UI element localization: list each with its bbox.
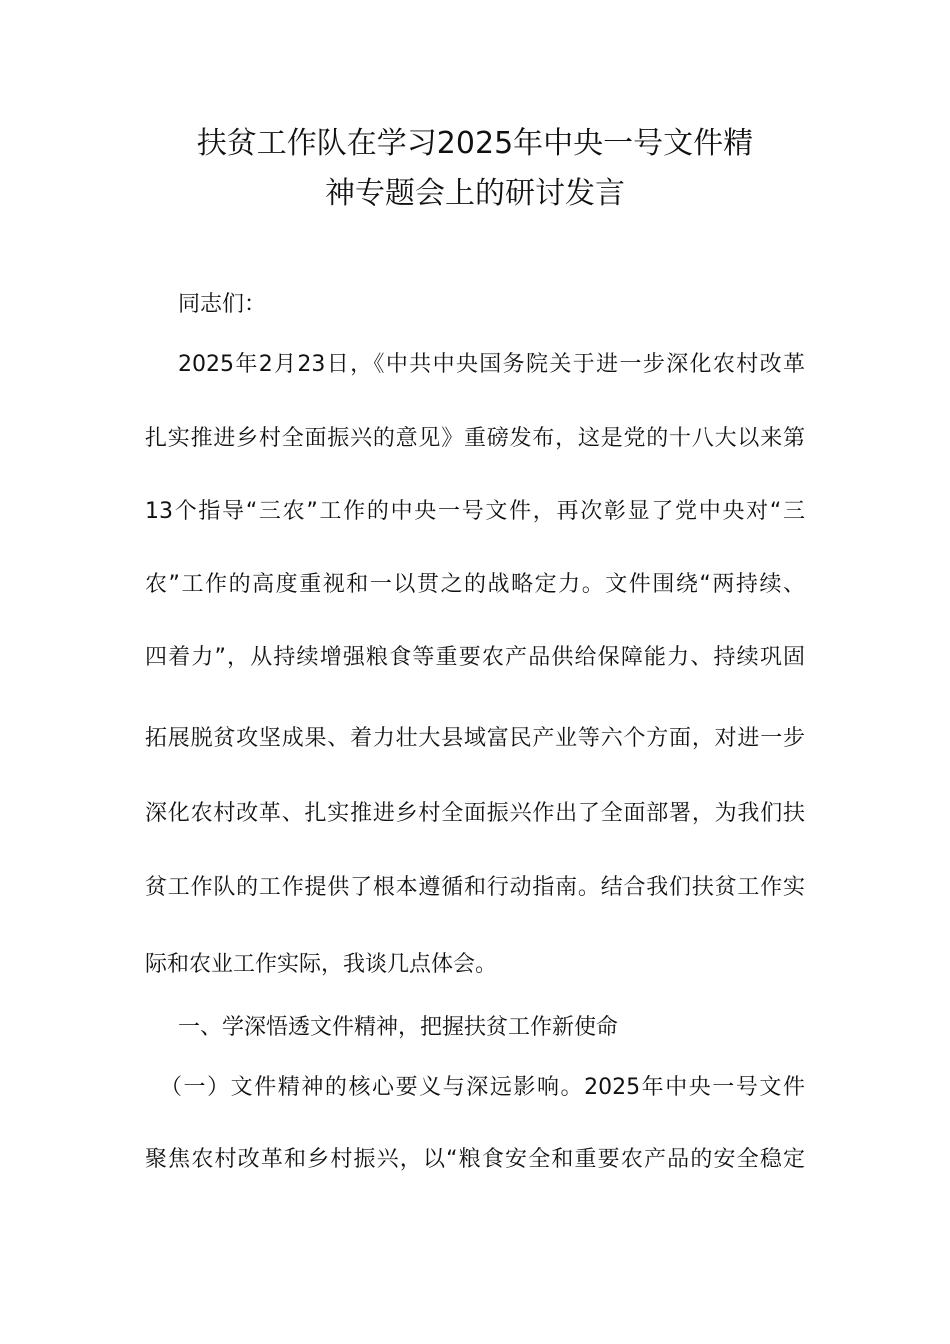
text-line: 扎实推进乡村全面振兴的意见》重磅发布，这是党的十八大以来第 <box>145 426 805 451</box>
salutation: 同志们： <box>178 292 267 317</box>
text-line: 拓展脱贫攻坚成果、着力壮大县域富民产业等六个方面，对进一步 <box>145 726 805 751</box>
title-line-1: 扶贫工作队在学习2025年中央一号文件精 <box>196 126 754 161</box>
section-heading-1: 一、学深悟透文件精神，把握扶贫工作新使命 <box>178 1015 619 1040</box>
title-line-2: 神专题会上的研讨发言 <box>325 176 625 211</box>
text-line: 深化农村改革、扎实推进乡村全面振兴作出了全面部署，为我们扶 <box>145 801 805 826</box>
text-line: 13个指导“三农”工作的中央一号文件，再次彰显了党中央对“三 <box>145 499 805 524</box>
text-line: 四着力”，从持续增强粮食等重要农产品供给保障能力、持续巩固 <box>145 645 805 670</box>
text-line: 农”工作的高度重视和一以贯之的战略定力。文件围绕“两持续、 <box>145 572 805 597</box>
text-line: （一）文件精神的核心要义与深远影响。2025年中央一号文件 <box>160 1075 805 1100</box>
text-line: 贫工作队的工作提供了根本遵循和行动指南。结合我们扶贫工作实 <box>145 875 805 900</box>
text-line: 聚焦农村改革和乡村振兴，以“粮食安全和重要农产品的安全稳定 <box>145 1147 805 1172</box>
text-line: 际和农业工作实际，我谈几点体会。 <box>145 952 498 977</box>
text-line: 2025年2月23日，《中共中央国务院关于进一步深化农村改革 <box>178 352 805 377</box>
